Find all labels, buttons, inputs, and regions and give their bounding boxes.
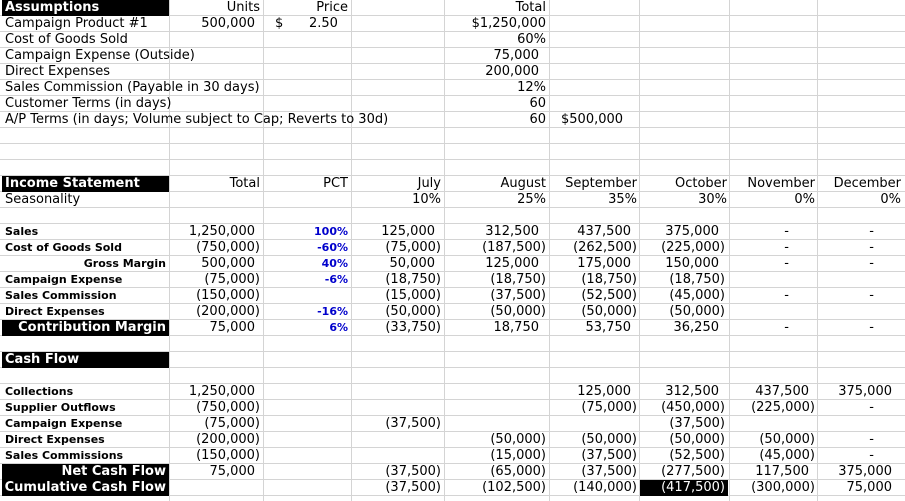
contribution-total[interactable]: 75,000 — [209, 320, 255, 335]
assumption-total[interactable]: 60% — [517, 32, 546, 47]
cash-flow-title[interactable]: Cash Flow — [2, 352, 169, 368]
cashflow-row-month[interactable]: (50,000) — [490, 432, 546, 447]
income-row-month[interactable]: 150,000 — [665, 256, 719, 271]
cashflow-row-direct-expenses — [0, 432, 905, 448]
income-row-total[interactable]: 500,000 — [201, 256, 255, 271]
empty-row — [0, 160, 905, 176]
assumption-row — [0, 112, 905, 128]
month-header-august[interactable]: August — [500, 176, 546, 191]
cashflow-row-label[interactable]: Campaign Expense — [5, 417, 123, 430]
cashflow-row-month[interactable]: (45,000) — [759, 448, 815, 463]
cashflow-row-sales-commissions — [0, 448, 905, 464]
net-cash-flow-month[interactable]: 375,000 — [838, 464, 892, 479]
assumption-row — [0, 96, 905, 112]
contribution-month[interactable]: 36,250 — [673, 320, 719, 335]
assumption-label[interactable]: Sales Commission (Payable in 30 days) — [5, 80, 260, 95]
contribution-month[interactable]: 18,750 — [493, 320, 539, 335]
income-row-sales-commission — [0, 288, 905, 304]
contribution-pct[interactable]: 6% — [329, 321, 348, 334]
assumption-total[interactable]: 200,000 — [485, 64, 539, 79]
income-row-month[interactable]: - — [784, 288, 789, 303]
net-cash-flow-total[interactable]: 75,000 — [209, 464, 255, 479]
income-row-month[interactable]: (18,750) — [581, 272, 637, 287]
cashflow-row-supplier-outflows — [0, 400, 905, 416]
income-row-total[interactable]: (200,000) — [196, 304, 260, 319]
income-row-month[interactable]: 375,000 — [665, 224, 719, 239]
cashflow-row-total[interactable]: (150,000) — [196, 448, 260, 463]
cashflow-row-label[interactable]: Supplier Outflows — [5, 401, 116, 414]
seasonality-label[interactable]: Seasonality — [5, 192, 81, 207]
income-row-month[interactable]: (262,500) — [573, 240, 637, 255]
cashflow-row-campaign-expense — [0, 416, 905, 432]
net-cash-flow-month[interactable]: (37,500) — [581, 464, 637, 479]
income-row-month[interactable]: (187,500) — [482, 240, 546, 255]
cashflow-row-month[interactable]: (50,000) — [759, 432, 815, 447]
seasonality-row — [0, 192, 905, 208]
income-row-sales — [0, 224, 905, 240]
assumption-row — [0, 16, 905, 32]
cashflow-row-month[interactable]: 437,500 — [755, 384, 809, 399]
month-header-november[interactable]: November — [747, 176, 815, 191]
income-row-month[interactable]: (50,000) — [669, 304, 725, 319]
contribution-margin-label[interactable]: Contribution Margin — [2, 320, 169, 336]
income-row-month[interactable]: (225,000) — [661, 240, 725, 255]
cashflow-row-label[interactable]: Sales Commissions — [5, 449, 124, 462]
cumulative-cash-flow-month[interactable]: 75,000 — [846, 480, 892, 495]
income-row-month[interactable]: 437,500 — [577, 224, 631, 239]
income-header-row — [0, 176, 905, 192]
assumption-label[interactable]: A/P Terms (in days; Volume subject to Cap; Reverts to 30d) — [5, 112, 389, 127]
income-row-month[interactable]: (52,500) — [581, 288, 637, 303]
cumulative-cash-flow-label[interactable]: Cumulative Cash Flow — [2, 480, 169, 496]
income-row-pct[interactable]: 40% — [321, 257, 348, 270]
income-row-month[interactable]: (75,000) — [385, 240, 441, 255]
empty-row — [0, 128, 905, 144]
seasonality-value[interactable]: 0% — [880, 192, 901, 207]
cashflow-row-month[interactable]: (37,500) — [669, 416, 725, 431]
net-cash-flow-label[interactable]: Net Cash Flow — [2, 464, 169, 480]
cashflow-row-month[interactable]: (37,500) — [385, 416, 441, 431]
income-row-cogs — [0, 240, 905, 256]
income-row-month[interactable]: (50,000) — [385, 304, 441, 319]
cumulative-cash-flow-month[interactable]: (300,000) — [751, 480, 815, 495]
income-row-pct[interactable]: -60% — [317, 241, 348, 254]
cashflow-row-total[interactable]: (750,000) — [196, 400, 260, 415]
income-total-header[interactable]: Total — [229, 176, 260, 191]
income-row-label[interactable]: Gross Margin — [83, 257, 166, 270]
cashflow-row-month[interactable]: - — [869, 400, 874, 415]
contribution-month[interactable]: - — [869, 320, 874, 335]
contribution-month[interactable]: 53,750 — [585, 320, 631, 335]
cashflow-row-month[interactable]: (37,500) — [581, 448, 637, 463]
seasonality-value[interactable]: 25% — [517, 192, 546, 207]
assumption-row — [0, 80, 905, 96]
income-row-month[interactable]: 312,500 — [485, 224, 539, 239]
income-row-pct[interactable]: -16% — [317, 305, 348, 318]
assumptions-header-row — [0, 0, 905, 16]
empty-row — [0, 144, 905, 160]
assumption-label[interactable]: Direct Expenses — [5, 64, 110, 79]
assumption-units[interactable]: 500,000 — [201, 16, 255, 31]
cashflow-row-label[interactable]: Direct Expenses — [5, 433, 105, 446]
income-pct-header[interactable]: PCT — [323, 176, 348, 191]
assumption-label[interactable]: Customer Terms (in days) — [5, 96, 172, 111]
income-row-month[interactable]: (50,000) — [581, 304, 637, 319]
cashflow-row-month[interactable]: (50,000) — [581, 432, 637, 447]
assumption-row — [0, 48, 905, 64]
seasonality-value[interactable]: 10% — [412, 192, 441, 207]
assumption-total[interactable]: 12% — [517, 80, 546, 95]
cashflow-row-month[interactable]: - — [869, 448, 874, 463]
assumption-total[interactable]: 60 — [529, 96, 546, 111]
empty-row — [0, 336, 905, 352]
income-row-label[interactable]: Direct Expenses — [5, 305, 105, 318]
cashflow-row-month[interactable]: 125,000 — [577, 384, 631, 399]
cashflow-row-month[interactable]: (15,000) — [490, 448, 546, 463]
seasonality-value[interactable]: 0% — [794, 192, 815, 207]
empty-row — [0, 208, 905, 224]
income-row-month[interactable]: - — [869, 240, 874, 255]
seasonality-value[interactable]: 35% — [608, 192, 637, 207]
assumption-label[interactable]: Campaign Product #1 — [5, 16, 148, 31]
month-header-september[interactable]: September — [565, 176, 637, 191]
assumption-label[interactable]: Cost of Goods Sold — [5, 32, 128, 47]
price-header[interactable]: Price — [316, 0, 348, 15]
income-row-pct[interactable]: 100% — [314, 225, 348, 238]
income-row-direct-expenses — [0, 304, 905, 320]
net-cash-flow-month[interactable]: (277,500) — [661, 464, 725, 479]
income-row-month[interactable]: (45,000) — [669, 288, 725, 303]
income-row-month[interactable]: - — [869, 256, 874, 271]
income-row-month[interactable]: 125,000 — [381, 224, 435, 239]
cashflow-row-month[interactable]: (50,000) — [669, 432, 725, 447]
income-row-month[interactable]: - — [784, 240, 789, 255]
cumulative-cash-flow-month[interactable]: (140,000) — [573, 480, 637, 495]
income-row-gross-margin — [0, 256, 905, 272]
income-row-month[interactable]: 50,000 — [389, 256, 435, 271]
income-row-total[interactable]: 1,250,000 — [188, 224, 255, 239]
income-row-month[interactable]: (18,750) — [490, 272, 546, 287]
total-header[interactable]: Total — [515, 0, 546, 15]
assumptions-title[interactable]: Assumptions — [2, 0, 169, 16]
income-row-month[interactable]: - — [869, 288, 874, 303]
assumption-total[interactable]: 60 — [529, 112, 546, 127]
income-row-label[interactable]: Campaign Expense — [5, 273, 123, 286]
month-header-october[interactable]: October — [674, 176, 727, 191]
cashflow-row-month[interactable]: (225,000) — [751, 400, 815, 415]
assumption-label[interactable]: Campaign Expense (Outside) — [5, 48, 195, 63]
income-row-month[interactable]: (37,500) — [490, 288, 546, 303]
income-row-month[interactable]: 175,000 — [577, 256, 631, 271]
assumption-row — [0, 32, 905, 48]
contribution-margin-row — [0, 320, 905, 336]
cashflow-row-month[interactable]: (450,000) — [661, 400, 725, 415]
income-row-month[interactable]: - — [784, 256, 789, 271]
cumulative-cash-flow-month-selected[interactable]: (417,500) — [640, 480, 728, 496]
income-statement-title[interactable]: Income Statement — [2, 176, 169, 192]
units-header[interactable]: Units — [226, 0, 260, 15]
income-row-label[interactable]: Sales Commission — [5, 289, 117, 302]
cashflow-row-month[interactable]: (52,500) — [669, 448, 725, 463]
seasonality-value[interactable]: 30% — [698, 192, 727, 207]
income-row-total[interactable]: (750,000) — [196, 240, 260, 255]
net-cash-flow-row — [0, 464, 905, 480]
cashflow-row-total[interactable]: (75,000) — [204, 416, 260, 431]
net-cash-flow-month[interactable]: (65,000) — [490, 464, 546, 479]
contribution-month[interactable]: - — [784, 320, 789, 335]
income-row-month[interactable]: (18,750) — [385, 272, 441, 287]
cashflow-row-total[interactable]: 1,250,000 — [188, 384, 255, 399]
income-row-month[interactable]: (15,000) — [385, 288, 441, 303]
income-row-month[interactable]: 125,000 — [485, 256, 539, 271]
cashflow-row-month[interactable]: 375,000 — [838, 384, 892, 399]
assumption-row — [0, 64, 905, 80]
contribution-month[interactable]: (33,750) — [385, 320, 441, 335]
cashflow-row-month[interactable]: 312,500 — [665, 384, 719, 399]
income-row-pct[interactable]: -6% — [324, 273, 348, 286]
cashflow-row-label[interactable]: Collections — [5, 385, 74, 398]
income-row-month[interactable]: - — [869, 224, 874, 239]
income-row-month[interactable]: (18,750) — [669, 272, 725, 287]
cashflow-row-month[interactable]: (75,000) — [581, 400, 637, 415]
income-row-campaign-expense — [0, 272, 905, 288]
income-row-label[interactable]: Cost of Goods Sold — [5, 241, 122, 254]
cumulative-cash-flow-month[interactable]: (102,500) — [482, 480, 546, 495]
cashflow-row-total[interactable]: (200,000) — [196, 432, 260, 447]
net-cash-flow-month[interactable]: (37,500) — [385, 464, 441, 479]
cashflow-row-month[interactable]: - — [869, 432, 874, 447]
income-row-month[interactable]: - — [784, 224, 789, 239]
empty-row — [0, 368, 905, 384]
month-header-december[interactable]: December — [833, 176, 901, 191]
assumption-extra[interactable]: $500,000 — [561, 112, 624, 127]
net-cash-flow-month[interactable]: 117,500 — [755, 464, 809, 479]
assumption-total[interactable]: $1,250,000 — [471, 16, 546, 31]
income-row-label[interactable]: Sales — [5, 225, 39, 238]
cashflow-header-row — [0, 352, 905, 368]
assumption-price[interactable]: 2.50 — [309, 16, 338, 31]
income-row-month[interactable]: (50,000) — [490, 304, 546, 319]
assumption-currency[interactable]: $ — [275, 16, 284, 31]
income-row-total[interactable]: (150,000) — [196, 288, 260, 303]
income-row-total[interactable]: (75,000) — [204, 272, 260, 287]
month-header-july[interactable]: July — [417, 176, 441, 191]
assumption-total[interactable]: 75,000 — [493, 48, 539, 63]
cashflow-row-collections — [0, 384, 905, 400]
cumulative-cash-flow-row — [0, 480, 905, 496]
cumulative-cash-flow-month[interactable]: (37,500) — [385, 480, 441, 495]
